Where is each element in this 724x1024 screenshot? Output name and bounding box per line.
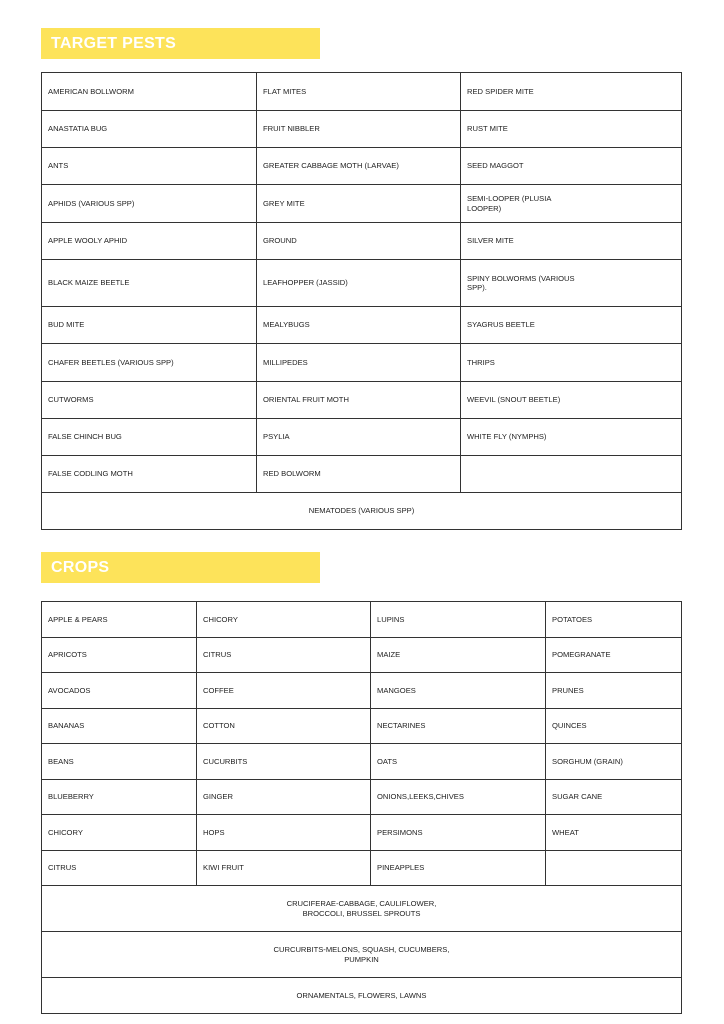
pest-cell <box>461 223 682 260</box>
crop-footer-cell <box>42 886 682 932</box>
table-row <box>42 382 682 419</box>
crop-cell <box>197 637 371 673</box>
crop-cell <box>546 815 682 851</box>
crop-cell <box>546 850 682 886</box>
crop-name: PRUNES <box>552 685 584 695</box>
pest-cell <box>42 456 257 493</box>
crop-cell <box>197 602 371 638</box>
crop-name: LUPINS <box>377 614 405 624</box>
pest-cell <box>42 73 257 111</box>
crop-cell <box>371 708 546 744</box>
crop-name: APPLE & PEARS <box>48 614 108 624</box>
pest-cell <box>461 111 682 148</box>
crop-cell <box>197 708 371 744</box>
crop-name: BLUEBERRY <box>48 792 94 801</box>
pest-cell <box>461 382 682 419</box>
crop-cell <box>371 815 546 851</box>
crop-name: CHICORY <box>48 827 83 837</box>
table-row <box>42 850 682 886</box>
crop-cell <box>371 850 546 886</box>
crop-name: CUCURBITS <box>203 756 248 766</box>
pest-name: SILVER MITE <box>467 236 514 246</box>
pest-name: MEALYBUGS <box>263 320 310 330</box>
crop-name: CITRUS <box>48 863 77 872</box>
crop-name: POMEGRANATE <box>552 650 611 659</box>
pest-name: SYAGRUS BEETLE <box>467 320 535 330</box>
pest-cell <box>257 456 461 493</box>
pest-cell <box>461 344 682 382</box>
table-row <box>42 708 682 744</box>
pest-cell <box>461 73 682 111</box>
pest-name: BLACK MAIZE BEETLE <box>48 278 130 288</box>
crops-table <box>41 601 682 1014</box>
crop-name: COTTON <box>203 721 235 730</box>
pest-cell <box>42 148 257 185</box>
crop-name: POTATOES <box>552 614 593 624</box>
pest-cell <box>42 344 257 382</box>
table-row <box>42 815 682 851</box>
pest-name: AMERICAN BOLLWORM <box>48 86 134 96</box>
table-row <box>42 260 682 307</box>
crop-name: AVOCADOS <box>48 685 91 695</box>
crop-cell <box>42 602 197 638</box>
crop-cell <box>42 779 197 815</box>
pest-cell <box>257 73 461 111</box>
pest-name: ANASTATIA BUG <box>48 124 108 134</box>
crop-name: WHEAT <box>552 827 579 837</box>
crop-cell <box>197 744 371 780</box>
pest-cell <box>257 307 461 344</box>
pest-name: APPLE WOOLY APHID <box>48 236 128 246</box>
crop-name: ONIONS,LEEKS,CHIVES <box>377 792 464 801</box>
pest-name: WHITE FLY (NYMPHS) <box>467 432 547 442</box>
crop-cell <box>42 744 197 780</box>
crop-cell <box>546 673 682 709</box>
crop-name: CITRUS <box>203 650 232 659</box>
target-pests-heading: TARGET PESTS <box>41 28 320 59</box>
target-pests-table <box>41 72 682 530</box>
crop-name: APRICOTS <box>48 650 87 659</box>
table-row <box>42 73 682 111</box>
crop-name: MANGOES <box>377 685 416 695</box>
table-row <box>42 602 682 638</box>
table-row <box>42 978 682 1014</box>
pest-name: GREY MITE <box>263 198 305 208</box>
pest-cell <box>257 148 461 185</box>
pest-name: CHAFER BEETLES (VARIOUS SPP) <box>48 357 174 367</box>
pest-name: ORIENTAL FRUIT MOTH <box>263 395 349 405</box>
pest-name: SEMI-LOOPER (PLUSIA LOOPER) <box>467 194 551 213</box>
crop-cell <box>42 673 197 709</box>
crop-name: CHICORY <box>203 614 238 624</box>
table-row <box>42 744 682 780</box>
pest-name: CUTWORMS <box>48 395 94 405</box>
crop-name: COFFEE <box>203 685 234 695</box>
pest-cell <box>461 260 682 307</box>
pest-cell <box>42 223 257 260</box>
crop-name: SORGHUM (GRAIN) <box>552 756 623 766</box>
crop-cell <box>546 602 682 638</box>
pest-cell <box>257 111 461 148</box>
table-row <box>42 111 682 148</box>
pest-cell <box>42 382 257 419</box>
crop-name: NECTARINES <box>377 721 426 730</box>
pest-name: MILLIPEDES <box>263 357 308 367</box>
table-row <box>42 932 682 978</box>
pest-name: APHIDS (VARIOUS SPP) <box>48 198 135 208</box>
pest-name: WEEVIL (SNOUT BEETLE) <box>467 395 561 405</box>
table-row <box>42 493 682 530</box>
pest-cell <box>42 307 257 344</box>
pest-cell <box>257 185 461 223</box>
crop-cell <box>42 850 197 886</box>
crop-name: BANANAS <box>48 721 85 730</box>
crop-footer-cell <box>42 978 682 1014</box>
crop-name: SUGAR CANE <box>552 792 603 801</box>
crop-name: OATS <box>377 756 398 766</box>
crop-cell <box>546 744 682 780</box>
table-row <box>42 148 682 185</box>
table-row <box>42 637 682 673</box>
crop-cell <box>197 779 371 815</box>
crop-cell <box>371 637 546 673</box>
crop-name: PERSIMONS <box>377 827 423 837</box>
table-row <box>42 223 682 260</box>
crop-cell <box>42 637 197 673</box>
pest-name: SPINY BOLWORMS (VARIOUS SPP). <box>467 273 575 292</box>
pest-name: SEED MAGGOT <box>467 161 524 171</box>
crop-cell <box>197 673 371 709</box>
pest-cell <box>257 260 461 307</box>
pest-name: FLAT MITES <box>263 86 307 96</box>
crop-name: BEANS <box>48 756 74 766</box>
pest-footer-cell: NEMATODES (VARIOUS SPP) <box>42 493 682 530</box>
table-row <box>42 886 682 932</box>
pest-cell <box>461 307 682 344</box>
crops-heading: CROPS <box>41 552 320 583</box>
pest-name: ANTS <box>48 161 69 171</box>
crop-name: HOPS <box>203 827 225 837</box>
crop-cell <box>42 815 197 851</box>
pest-cell <box>461 419 682 456</box>
pest-cell <box>461 148 682 185</box>
pest-cell <box>42 260 257 307</box>
pest-name: FALSE CODLING MOTH <box>48 469 133 479</box>
crop-group: CURCURBITS-MELONS, SQUASH, CUCUMBERS, PUMPKIN <box>273 945 450 964</box>
table-row <box>42 419 682 456</box>
crop-group: ORNAMENTALS, FLOWERS, LAWNS <box>296 990 427 1000</box>
pest-name: RED SPIDER MITE <box>467 86 534 96</box>
pest-cell <box>461 185 682 223</box>
pest-cell <box>42 419 257 456</box>
pest-name: RED BOLWORM <box>263 469 321 479</box>
table-row <box>42 185 682 223</box>
pest-name: GREATER CABBAGE MOTH (LARVAE) <box>263 161 399 171</box>
pest-name: FALSE CHINCH BUG <box>48 432 122 442</box>
crop-group: CRUCIFERAE-CABBAGE, CAULIFLOWER, BROCCOLI, BRUSSEL SPROUTS <box>286 899 437 918</box>
pest-cell <box>42 111 257 148</box>
pest-cell <box>42 185 257 223</box>
crop-name: KIWI FRUIT <box>203 863 244 872</box>
crop-footer-cell <box>42 932 682 978</box>
pest-cell <box>257 344 461 382</box>
pest-name: BUD MITE <box>48 320 85 330</box>
pest-cell <box>257 419 461 456</box>
pest-name: PSYLIA <box>263 432 290 442</box>
crop-name: GINGER <box>203 792 233 801</box>
crop-cell <box>371 779 546 815</box>
pest-name: RUST MITE <box>467 124 508 134</box>
pest-name: FRUIT NIBBLER <box>263 124 320 134</box>
crop-cell <box>371 744 546 780</box>
table-row <box>42 779 682 815</box>
crop-name: QUINCES <box>552 721 587 730</box>
pest-name: THRIPS <box>467 357 495 367</box>
pest-name: LEAFHOPPER (JASSID) <box>263 278 348 288</box>
table-row <box>42 344 682 382</box>
pest-cell <box>257 382 461 419</box>
crop-cell <box>546 779 682 815</box>
pest-cell <box>257 223 461 260</box>
crop-cell <box>42 708 197 744</box>
crop-cell <box>197 850 371 886</box>
crop-name: MAIZE <box>377 650 401 659</box>
crop-name: PINEAPPLES <box>377 863 425 872</box>
crop-cell <box>371 673 546 709</box>
crop-cell <box>371 602 546 638</box>
table-row <box>42 456 682 493</box>
table-row <box>42 673 682 709</box>
crop-cell <box>546 637 682 673</box>
pest-name: GROUND <box>263 236 297 246</box>
pest-cell <box>461 456 682 493</box>
crop-cell <box>197 815 371 851</box>
table-row <box>42 307 682 344</box>
crop-cell <box>546 708 682 744</box>
